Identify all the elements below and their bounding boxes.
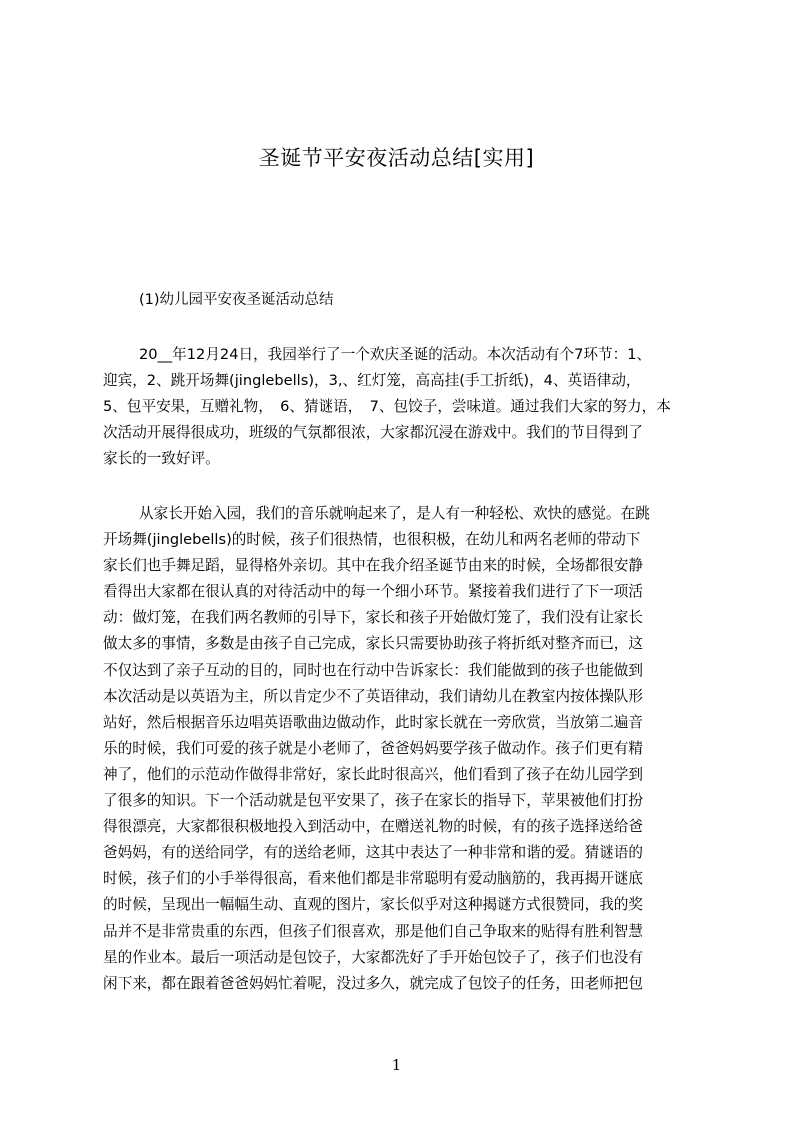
paragraph-line: 不仅达到了亲子互动的目的，同时也在行动中告诉家长：我们能做到的孩子也能做到	[103, 661, 643, 679]
paragraph-line: 从家长开始入园，我们的音乐就响起来了，是人有一种轻松、欢快的感觉。在跳	[139, 505, 650, 522]
paragraph-line: 神了，他们的示范动作做得非常好，家长此时很高兴，他们看到了孩子在幼儿园学到	[103, 765, 643, 783]
paragraph-line: 20__年12月24日，我园举行了一个欢庆圣诞的活动。本次活动有个7环节：1、	[139, 346, 652, 363]
paragraph-line: 品并不是非常贵重的东西，但孩子们很喜欢，那是他们自己争取来的贴得有胜利智慧	[103, 922, 643, 940]
document-title: 圣诞节平安夜活动总结[实用]	[258, 146, 535, 170]
paragraph-line: 开场舞(jinglebells)的时候，孩子们很热情，也很积极，在幼儿和两名老师的带动下	[103, 531, 641, 549]
paragraph-line: 得很漂亮，大家都很积极地投入到活动中，在赠送礼物的时候，有的孩子选择送给爸	[103, 818, 643, 836]
paragraph-line: 次活动开展得很成功，班级的气氛都很浓，大家都沉浸在游戏中。我们的节目得到了	[103, 424, 643, 442]
paragraph-line: 看得出大家都在很认真的对待活动中的每一个细小环节。紧接着我们进行了下一项活	[103, 583, 643, 601]
paragraph-line: 5、包平安果，互赠礼物， 6、猜谜语， 7、包饺子，尝味道。通过我们大家的努力，本	[103, 398, 671, 416]
paragraph-line: 迎宾，2、跳开场舞(jinglebells)，3,、红灯笼，高高挂(手工折纸)，4、英语律动，	[103, 372, 641, 390]
page-number: 1	[391, 1056, 402, 1074]
paragraph-line: 乐的时候，我们可爱的孩子就是小老师了，爸爸妈妈要学孩子做动作。孩子们更有精	[103, 739, 643, 757]
paragraph-2	[103, 501, 699, 997]
paragraph-line: 星的作业本。最后一项活动是包饺子，大家都洗好了手开始包饺子了，孩子们也没有	[103, 948, 643, 966]
paragraph-line: 闲下来，都在跟着爸爸妈妈忙着呢，没过多久，就完成了包饺子的任务，田老师把包	[103, 974, 643, 992]
paragraph-line: 时候，孩子们的小手举得很高，看来他们都是非常聪明有爱动脑筋的，我再揭开谜底	[103, 870, 643, 888]
paragraph-line: 家长的一致好评。	[103, 450, 220, 468]
paragraph-line: 做太多的事情，多数是由孩子自己完成，家长只需要协助孩子将折纸对整齐而已，这	[103, 635, 643, 653]
paragraph-line: 家长们也手舞足蹈，显得格外亲切。其中在我介绍圣诞节由来的时候，全场都很安静	[103, 557, 643, 575]
paragraph-line: 动：做灯笼，在我们两名教师的引导下，家长和孩子开始做灯笼了，我们没有让家长	[103, 609, 643, 627]
paragraph-line: 爸妈妈，有的送给同学，有的送给老师，这其中表达了一种非常和谐的爱。猜谜语的	[103, 844, 643, 862]
paragraph-line: 站好，然后根据音乐边唱英语歌曲边做动作，此时家长就在一旁欣赏，当放第二遍音	[103, 713, 643, 731]
section-heading: (1)幼儿园平安夜圣诞活动总结	[139, 292, 334, 308]
paragraph-line: 本次活动是以英语为主，所以肯定少不了英语律动，我们请幼儿在教室内按体操队形	[103, 687, 643, 705]
paragraph-line: 的时候，呈现出一幅幅生动、直观的图片，家长似乎对这种揭谜方式很赞同，我的奖	[103, 896, 643, 914]
paragraph-line: 了很多的知识。下一个活动就是包平安果了，孩子在家长的指导下，苹果被他们打扮	[103, 792, 643, 810]
paragraph-1	[103, 342, 699, 472]
